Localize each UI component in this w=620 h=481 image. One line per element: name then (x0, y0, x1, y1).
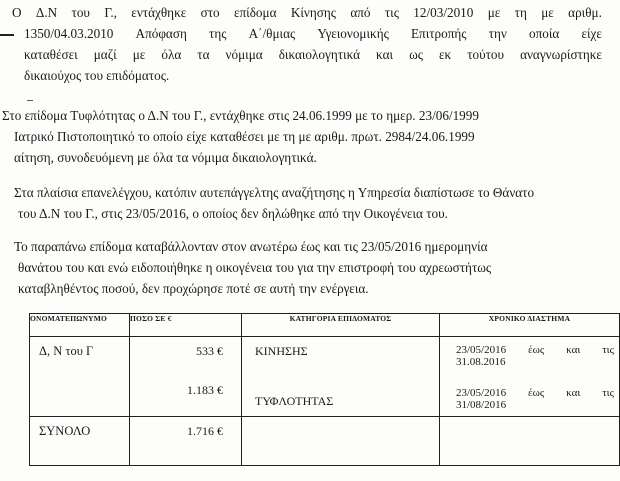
period-start-line (456, 344, 614, 356)
word: στο (200, 5, 220, 20)
text-line (24, 44, 602, 65)
period-word: τις (602, 344, 614, 356)
text-line: δικαιούχος του επιδόματος. (24, 68, 170, 83)
word: Δ.Ν (35, 5, 58, 20)
word: Επιτροπής (410, 26, 467, 41)
table-header-row (30, 314, 620, 337)
word: νόμιμα (225, 47, 263, 62)
text-line: αίτηση, συνοδευόμενη με όλα τα νόμιμα δικαιολογητικά. (14, 150, 317, 165)
word: αναγνωρίστηκε (520, 47, 602, 62)
word: από (350, 5, 371, 20)
cell-amounts (130, 337, 242, 417)
word: Γ., (104, 5, 117, 20)
word: με (487, 5, 501, 20)
period-word: έως (528, 387, 545, 399)
word: την (488, 26, 507, 41)
word: οποία (528, 26, 560, 41)
text-line: Στα πλαίσια επανελέγχου, κατόπιν αυτεπάγγελτης αναζήτησης η Υπηρεσία διαπίστωσε το Θάνατο (14, 185, 535, 200)
cell-periods (440, 337, 620, 417)
word: εντάχθηκε (131, 5, 187, 20)
period-word: έως (528, 344, 545, 356)
total-label: ΣΥΝΟΛΟ (39, 424, 91, 438)
text-line: καταβληθέντος ποσού, δεν προχώρησε ποτέ σε αυτή την ενέργεια. (18, 281, 369, 296)
text-line: θανάτου του και ενώ ειδοποιήθηκε η οικογένεια του για την επιστροφή του αχρεωστήτως (18, 260, 492, 275)
word: Α΄/θμιας (248, 26, 296, 41)
word: 12/03/2010 (413, 5, 474, 20)
amount-kinisis: 533 € (196, 344, 223, 358)
period-tyflotitas (456, 387, 614, 411)
table-total-row (30, 417, 620, 466)
text-line (12, 2, 602, 23)
word: Υγειονομικής (317, 26, 389, 41)
word: Κίνησης (290, 5, 337, 20)
word: τις (384, 5, 399, 20)
text-line: Το παραπάνω επίδομα καταβάλλονταν στον ανωτέρω έως και τις 23/05/2016 ημερομηνία (14, 239, 488, 254)
scan-mark-small (27, 100, 33, 101)
text-line: Ιατρικό Πιστοποιητικό το οποίο είχε καταθέσει με τη με αριθμ. πρωτ. 2984/24.06.1999 (14, 129, 475, 144)
word: επίδομα (233, 5, 277, 20)
cell-name (30, 337, 130, 417)
period-word: και (566, 344, 581, 356)
word: καταθέσει (24, 47, 78, 62)
header-category: ΚΑΤΗΓΟΡΙΑ ΕΠΙΔΟΜΑΤΟΣ (242, 314, 440, 337)
paragraph-tyflotitas (2, 105, 479, 168)
period-kinisis (456, 344, 614, 368)
word: τα (197, 47, 210, 62)
table-row (30, 337, 620, 417)
period-start-line (456, 387, 614, 399)
category-tyflotitas: ΤΥΦΛΟΤΗΤΑΣ (255, 394, 334, 408)
word: με (541, 5, 554, 20)
category-kinisis: ΚΙΝΗΣΗΣ (255, 344, 308, 358)
total-value: 1.716 € (187, 424, 223, 438)
word: 1350/04.03.2010 (24, 26, 114, 41)
cell-total-value (130, 417, 242, 466)
word: Ο (12, 5, 22, 20)
text-line: Στο επίδομα Τυφλότητας ο Δ.Ν του Γ., εντάχθηκε στις 24.06.1999 με το ημερ. 23/06/1999 (2, 108, 479, 123)
cell-categories (242, 337, 440, 417)
text-line: του Δ.Ν του Γ., στις 23/05/2016, ο οποίος δεν δηλώθηκε από την Οικογένεια του. (18, 206, 448, 221)
period-word: 23/05/2016 (456, 344, 507, 356)
header-period: ΧΡΟΝΙΚΟ ΔΙΑΣΤΗΜΑ (440, 314, 620, 337)
word: δικαιολογητικά (278, 47, 361, 62)
word: και (376, 47, 394, 62)
period-word: 23/05/2016 (456, 387, 507, 399)
period-word: τις (602, 387, 614, 399)
paragraph-kinisis (12, 2, 602, 86)
word: μαζί (93, 47, 117, 62)
word: όλα (161, 47, 182, 62)
word: αριθμ. (568, 5, 602, 20)
cell-empty (440, 417, 620, 466)
text-line (24, 23, 602, 44)
word: ως (409, 47, 423, 62)
word: τη (514, 5, 527, 20)
cell-empty (242, 417, 440, 466)
word: εκ (438, 47, 452, 62)
cell-total-label (30, 417, 130, 466)
word: τούτου (467, 47, 505, 62)
paragraph-katavoli (14, 236, 491, 299)
period-word: και (566, 387, 581, 399)
header-amount: ΠΟΣΟ ΣΕ € (130, 314, 242, 337)
beneficiary-name: Δ, Ν του Γ (39, 344, 94, 358)
amount-tyflotitas: 1.183 € (187, 383, 223, 397)
period-end: 31.08.2016 (456, 356, 506, 368)
word: Απόφαση (135, 26, 187, 41)
word: του (71, 5, 90, 20)
benefits-table (29, 313, 620, 466)
word: είχε (581, 26, 602, 41)
word: με (132, 47, 146, 62)
paragraph-thanatos (14, 182, 534, 224)
word: της (209, 26, 227, 41)
header-name: ΟΝΟΜΑΤΕΠΩΝΥΜΟ (30, 314, 130, 337)
period-end: 31/08/2016 (456, 399, 507, 411)
